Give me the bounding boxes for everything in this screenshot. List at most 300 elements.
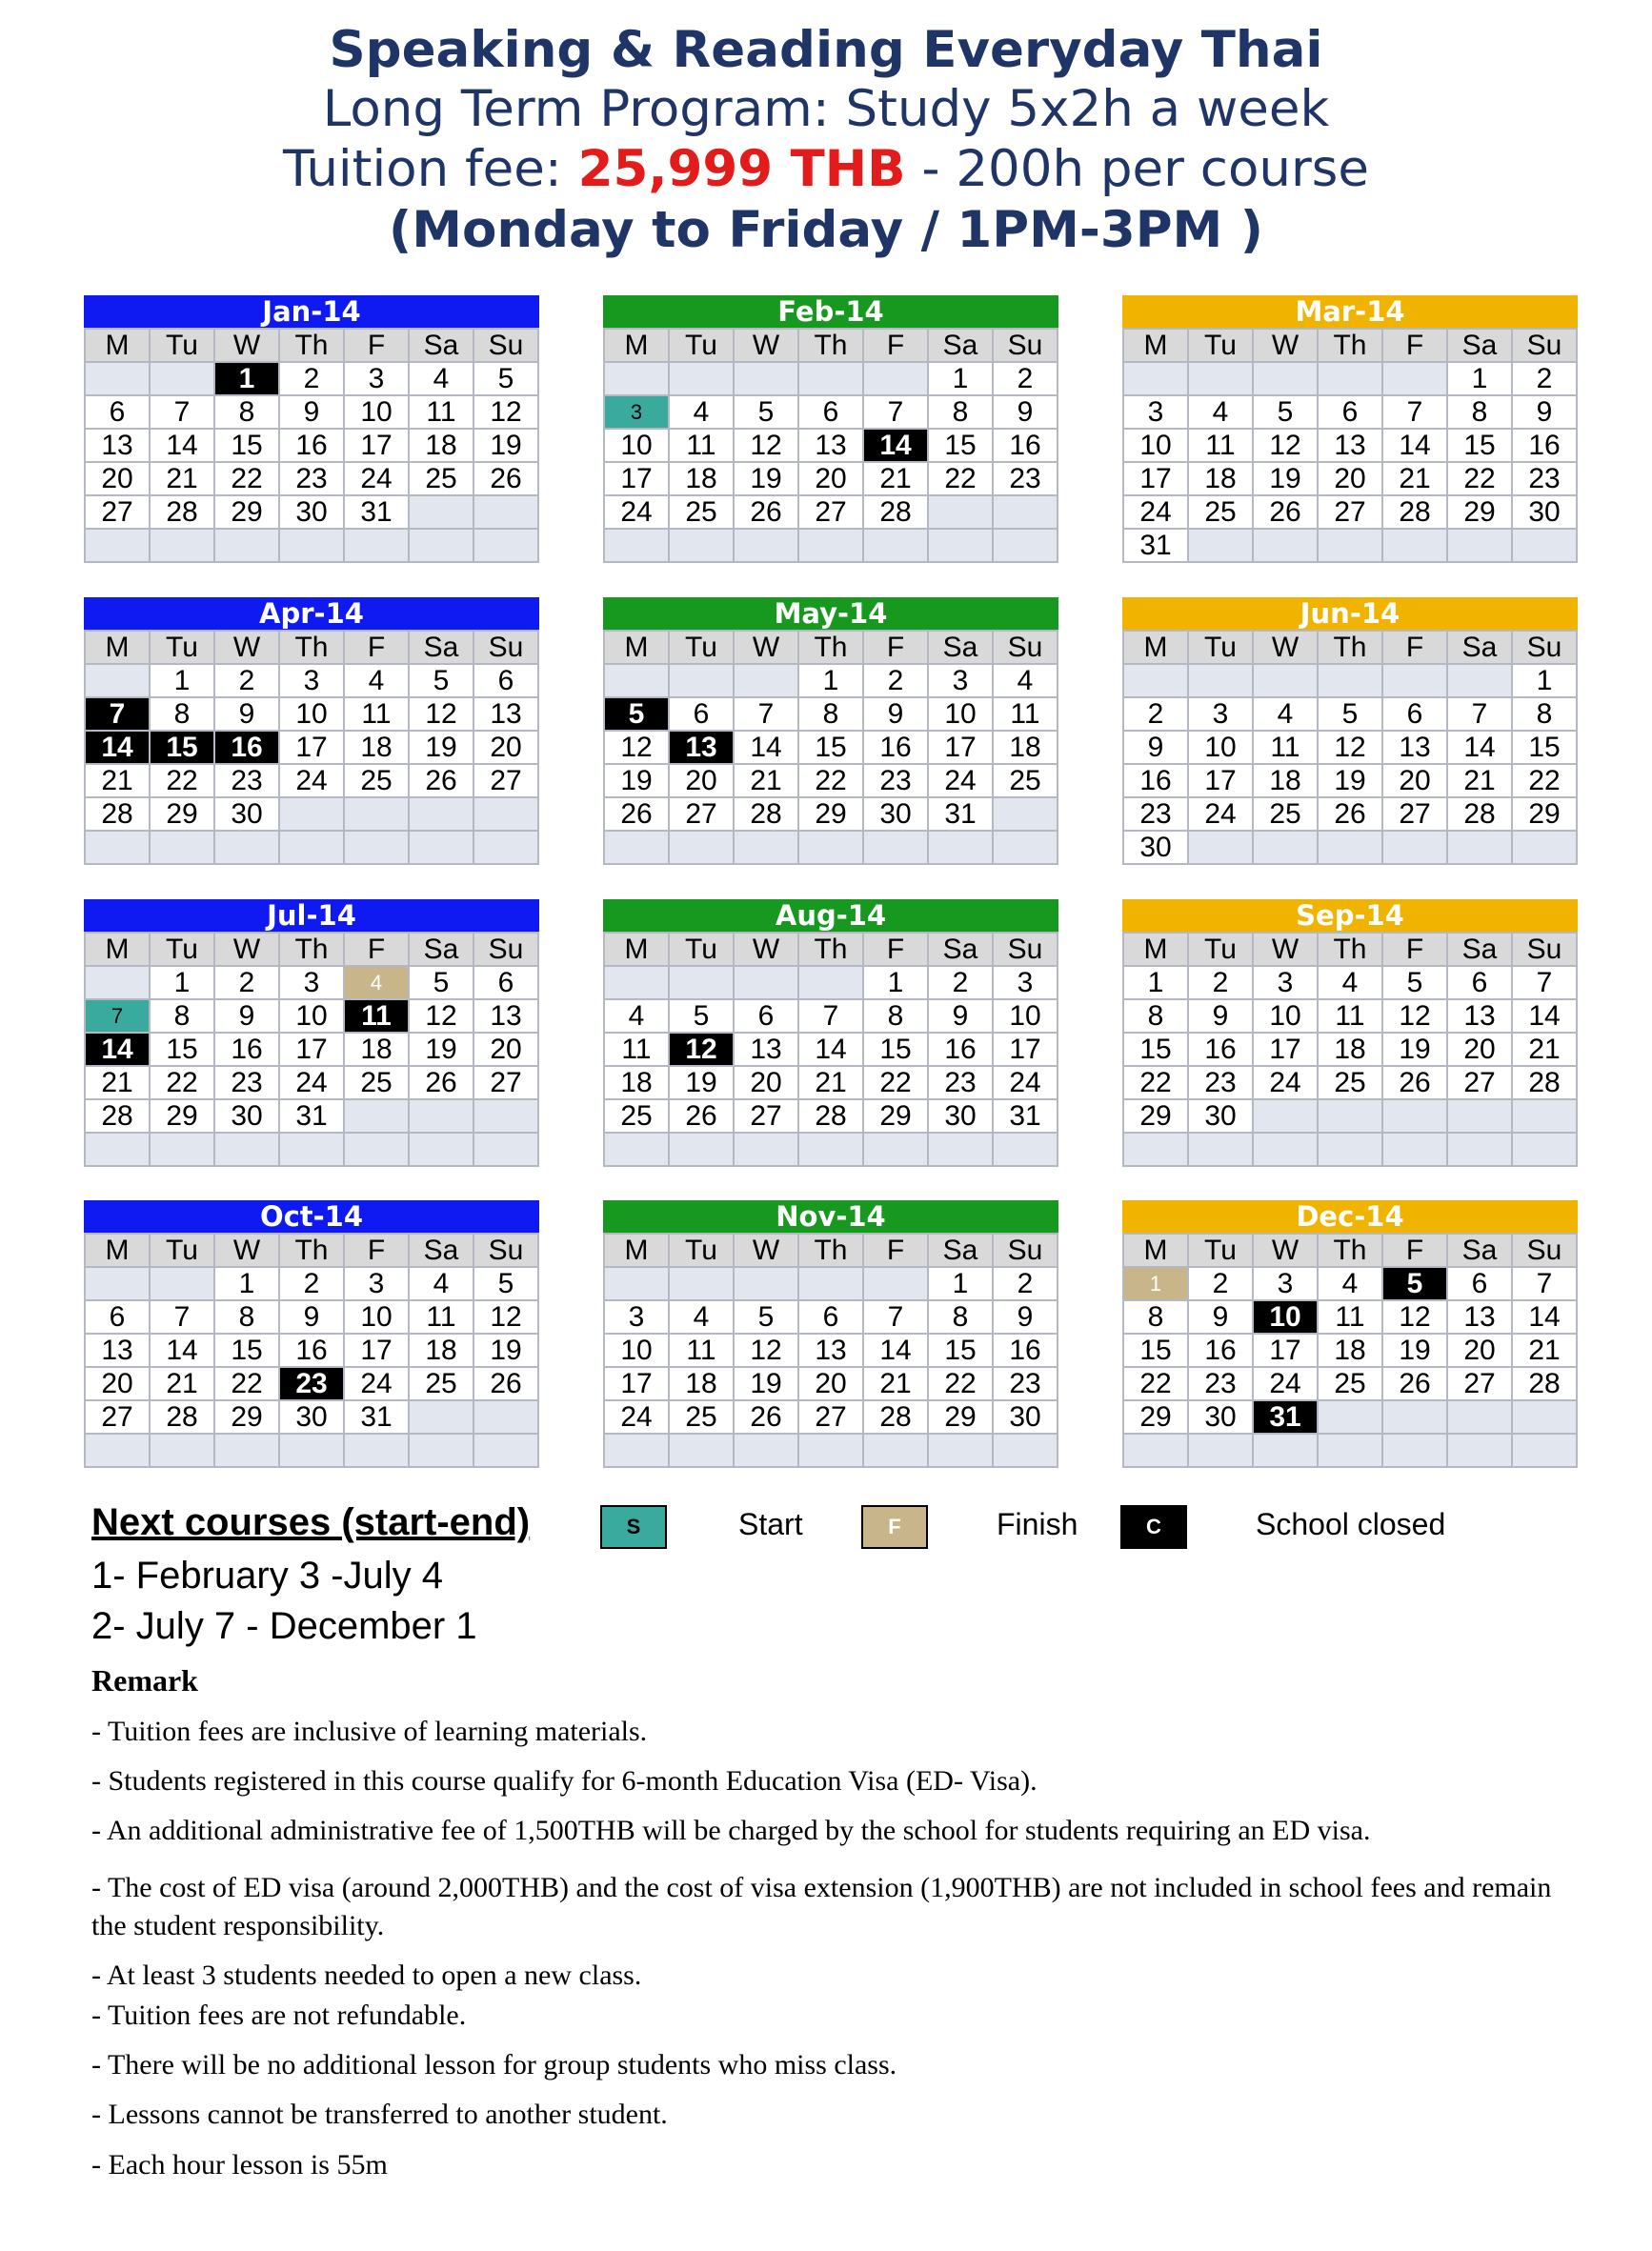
- day-cell: 12: [1383, 1301, 1448, 1335]
- day-cell: 18: [994, 732, 1058, 765]
- legend-finish-swatch: F: [861, 1505, 928, 1549]
- day-cell: 25: [1319, 1368, 1383, 1401]
- day-cell: 21: [1448, 765, 1513, 798]
- day-cell: 17: [1124, 463, 1189, 496]
- empty-cell: [151, 1134, 215, 1167]
- day-cell: 28: [864, 1401, 929, 1435]
- day-of-week-header: Su: [994, 330, 1058, 363]
- day-cell: 23: [994, 463, 1058, 496]
- day-of-week-header: W: [215, 632, 280, 665]
- empty-cell: [670, 363, 735, 396]
- day-cell: 10: [1124, 430, 1189, 463]
- day-cell: 14: [1383, 430, 1448, 463]
- day-cell: 30: [864, 798, 929, 832]
- day-cell: 26: [1383, 1067, 1448, 1100]
- day-cell: 14: [864, 430, 929, 463]
- day-cell: 22: [799, 765, 864, 798]
- day-cell: 28: [1513, 1067, 1578, 1100]
- month-calendar: [84, 1200, 539, 1468]
- empty-cell: [86, 1435, 151, 1468]
- day-cell: 9: [1189, 1000, 1254, 1034]
- day-cell: 20: [86, 1368, 151, 1401]
- empty-cell: [735, 1435, 799, 1468]
- empty-cell: [1319, 530, 1383, 563]
- day-cell: 23: [1189, 1067, 1254, 1100]
- day-cell: 25: [1319, 1067, 1383, 1100]
- day-of-week-header: Sa: [1448, 330, 1513, 363]
- day-cell: 31: [280, 1100, 345, 1134]
- day-cell: 7: [86, 1000, 151, 1034]
- day-of-week-header: F: [345, 934, 410, 967]
- day-cell: 4: [1319, 967, 1383, 1000]
- day-cell: 10: [605, 1335, 670, 1368]
- month-calendar: [603, 597, 1058, 865]
- day-cell: 20: [86, 463, 151, 496]
- empty-cell: [735, 1268, 799, 1301]
- day-cell: 4: [670, 396, 735, 430]
- day-cell: 1: [929, 363, 994, 396]
- month-calendar: [603, 295, 1058, 563]
- day-cell: 22: [151, 765, 215, 798]
- day-cell: 13: [474, 1000, 539, 1034]
- month-title: Apr-14: [84, 597, 539, 630]
- day-cell: 16: [280, 430, 345, 463]
- day-cell: 13: [670, 732, 735, 765]
- month-title: Aug-14: [603, 899, 1058, 932]
- day-cell: 2: [864, 665, 929, 698]
- day-of-week-header: W: [735, 1235, 799, 1268]
- day-cell: 24: [345, 463, 410, 496]
- day-cell: 2: [1513, 363, 1578, 396]
- remark-item: - Each hour lesson is 55m: [91, 2149, 388, 2181]
- day-cell: 21: [151, 1368, 215, 1401]
- empty-cell: [86, 832, 151, 865]
- day-cell: 25: [410, 463, 474, 496]
- empty-cell: [1124, 1134, 1189, 1167]
- month-title: Dec-14: [1122, 1200, 1578, 1233]
- day-of-week-header: Th: [799, 330, 864, 363]
- day-cell: 5: [1254, 396, 1319, 430]
- day-cell: 14: [1513, 1000, 1578, 1034]
- empty-cell: [1124, 1435, 1189, 1468]
- day-cell: 5: [735, 396, 799, 430]
- day-cell: 3: [929, 665, 994, 698]
- day-cell: 7: [1513, 1268, 1578, 1301]
- day-cell: 21: [86, 1067, 151, 1100]
- day-cell: 22: [929, 463, 994, 496]
- empty-cell: [1513, 1435, 1578, 1468]
- day-cell: 13: [1319, 430, 1383, 463]
- month-title: Oct-14: [84, 1200, 539, 1233]
- day-cell: 27: [86, 1401, 151, 1435]
- day-cell: 23: [215, 765, 280, 798]
- day-cell: 1: [1448, 363, 1513, 396]
- day-of-week-header: M: [605, 934, 670, 967]
- day-cell: 2: [1189, 967, 1254, 1000]
- day-cell: 12: [474, 396, 539, 430]
- day-of-week-header: F: [864, 330, 929, 363]
- day-cell: 3: [345, 363, 410, 396]
- day-of-week-header: Sa: [410, 934, 474, 967]
- empty-cell: [345, 1435, 410, 1468]
- day-cell: 21: [151, 463, 215, 496]
- day-cell: 15: [151, 1034, 215, 1067]
- empty-cell: [605, 1268, 670, 1301]
- month-calendar: [603, 899, 1058, 1167]
- empty-cell: [605, 665, 670, 698]
- day-of-week-header: Sa: [929, 632, 994, 665]
- day-cell: 2: [280, 1268, 345, 1301]
- empty-cell: [929, 496, 994, 530]
- empty-cell: [474, 530, 539, 563]
- empty-cell: [670, 665, 735, 698]
- day-of-week-header: Tu: [670, 1235, 735, 1268]
- day-of-week-header: Th: [280, 330, 345, 363]
- day-cell: 28: [151, 1401, 215, 1435]
- day-of-week-header: Th: [799, 934, 864, 967]
- day-cell: 27: [735, 1100, 799, 1134]
- day-cell: 1: [799, 665, 864, 698]
- month-title: Mar-14: [1122, 295, 1578, 328]
- day-of-week-header: Tu: [1189, 1235, 1254, 1268]
- day-cell: 6: [1319, 396, 1383, 430]
- day-cell: 4: [410, 1268, 474, 1301]
- day-of-week-header: W: [1254, 330, 1319, 363]
- empty-cell: [605, 967, 670, 1000]
- day-cell: 19: [1383, 1034, 1448, 1067]
- day-cell: 11: [670, 1335, 735, 1368]
- empty-cell: [605, 363, 670, 396]
- day-of-week-header: Tu: [151, 1235, 215, 1268]
- empty-cell: [735, 1134, 799, 1167]
- day-cell: 20: [474, 1034, 539, 1067]
- tuition-prefix: Tuition fee:: [283, 140, 578, 198]
- month-title: Feb-14: [603, 295, 1058, 328]
- day-cell: 13: [1448, 1301, 1513, 1335]
- day-cell: 9: [864, 698, 929, 732]
- tuition-line: [0, 139, 1652, 200]
- day-cell: 26: [410, 765, 474, 798]
- day-of-week-header: Su: [1513, 1235, 1578, 1268]
- day-cell: 8: [929, 1301, 994, 1335]
- month-grid: [603, 630, 1058, 865]
- remark-item: - The cost of ED visa (around 2,000THB) and the cost of visa extension (1,900THB) are not included in school fees and remain the student responsibility.: [91, 1872, 1552, 1941]
- day-cell: 30: [280, 1401, 345, 1435]
- day-cell: 9: [215, 1000, 280, 1034]
- day-of-week-header: Sa: [410, 330, 474, 363]
- day-cell: 25: [994, 765, 1058, 798]
- day-cell: 22: [1124, 1368, 1189, 1401]
- day-of-week-header: M: [86, 330, 151, 363]
- empty-cell: [151, 1268, 215, 1301]
- day-cell: 16: [1189, 1335, 1254, 1368]
- day-cell: 9: [215, 698, 280, 732]
- empty-cell: [474, 1100, 539, 1134]
- day-cell: 24: [1254, 1067, 1319, 1100]
- day-cell: 12: [474, 1301, 539, 1335]
- empty-cell: [280, 530, 345, 563]
- day-cell: 8: [1448, 396, 1513, 430]
- empty-cell: [474, 832, 539, 865]
- empty-cell: [1513, 1100, 1578, 1134]
- schedule-line: (Monday to Friday / 1PM-3PM ): [389, 201, 1263, 259]
- empty-cell: [151, 363, 215, 396]
- empty-cell: [1513, 530, 1578, 563]
- tuition-suffix: - 200h per course: [905, 140, 1369, 198]
- day-cell: 13: [735, 1034, 799, 1067]
- empty-cell: [1254, 530, 1319, 563]
- day-cell: 11: [994, 698, 1058, 732]
- day-of-week-header: F: [1383, 632, 1448, 665]
- day-cell: 23: [1189, 1368, 1254, 1401]
- empty-cell: [151, 530, 215, 563]
- empty-cell: [215, 832, 280, 865]
- day-cell: 22: [1448, 463, 1513, 496]
- day-cell: 2: [280, 363, 345, 396]
- day-cell: 26: [605, 798, 670, 832]
- day-cell: 30: [929, 1100, 994, 1134]
- day-cell: 30: [215, 1100, 280, 1134]
- day-cell: 26: [1254, 496, 1319, 530]
- day-of-week-header: Tu: [670, 934, 735, 967]
- empty-cell: [1189, 363, 1254, 396]
- day-cell: 23: [280, 463, 345, 496]
- day-cell: 2: [215, 967, 280, 1000]
- empty-cell: [994, 496, 1058, 530]
- day-cell: 18: [605, 1067, 670, 1100]
- day-cell: 11: [1319, 1301, 1383, 1335]
- day-cell: 27: [1319, 496, 1383, 530]
- day-cell: 19: [474, 1335, 539, 1368]
- day-cell: 17: [345, 1335, 410, 1368]
- day-cell: 5: [1383, 967, 1448, 1000]
- day-cell: 4: [345, 967, 410, 1000]
- day-cell: 29: [1448, 496, 1513, 530]
- remark-title: Remark: [91, 1663, 198, 1698]
- empty-cell: [1319, 665, 1383, 698]
- day-cell: 16: [1189, 1034, 1254, 1067]
- empty-cell: [1319, 363, 1383, 396]
- empty-cell: [799, 1268, 864, 1301]
- empty-cell: [1254, 832, 1319, 865]
- day-cell: 15: [864, 1034, 929, 1067]
- empty-cell: [994, 798, 1058, 832]
- empty-cell: [151, 832, 215, 865]
- empty-cell: [1448, 1100, 1513, 1134]
- day-cell: 13: [86, 430, 151, 463]
- day-cell: 3: [1254, 967, 1319, 1000]
- day-cell: 21: [1513, 1335, 1578, 1368]
- day-cell: 15: [929, 1335, 994, 1368]
- day-of-week-header: Tu: [670, 330, 735, 363]
- empty-cell: [410, 530, 474, 563]
- remark-item: - At least 3 students needed to open a new class.: [91, 1960, 642, 1991]
- day-of-week-header: F: [864, 934, 929, 967]
- day-cell: 15: [799, 732, 864, 765]
- empty-cell: [86, 363, 151, 396]
- day-cell: 12: [735, 430, 799, 463]
- empty-cell: [799, 363, 864, 396]
- day-of-week-header: F: [1383, 1235, 1448, 1268]
- empty-cell: [1124, 363, 1189, 396]
- empty-cell: [799, 1435, 864, 1468]
- day-of-week-header: Tu: [151, 632, 215, 665]
- day-cell: 27: [1383, 798, 1448, 832]
- day-cell: 24: [345, 1368, 410, 1401]
- empty-cell: [410, 1435, 474, 1468]
- day-of-week-header: Su: [994, 1235, 1058, 1268]
- day-cell: 11: [1254, 732, 1319, 765]
- day-of-week-header: Su: [1513, 632, 1578, 665]
- day-cell: 7: [151, 396, 215, 430]
- day-of-week-header: Sa: [410, 1235, 474, 1268]
- day-cell: 10: [1254, 1301, 1319, 1335]
- day-cell: 6: [799, 396, 864, 430]
- day-cell: 24: [1254, 1368, 1319, 1401]
- day-of-week-header: W: [215, 934, 280, 967]
- day-of-week-header: W: [215, 330, 280, 363]
- day-cell: 24: [605, 1401, 670, 1435]
- empty-cell: [605, 832, 670, 865]
- day-cell: 4: [345, 665, 410, 698]
- next-courses-title: Next courses (start-end): [91, 1501, 531, 1543]
- day-of-week-header: Th: [1319, 934, 1383, 967]
- month-grid: [603, 328, 1058, 563]
- day-cell: 30: [1513, 496, 1578, 530]
- day-cell: 23: [1124, 798, 1189, 832]
- day-cell: 23: [1513, 463, 1578, 496]
- empty-cell: [994, 1435, 1058, 1468]
- day-cell: 17: [345, 430, 410, 463]
- day-cell: 12: [1383, 1000, 1448, 1034]
- day-cell: 5: [1383, 1268, 1448, 1301]
- month-grid: [1122, 932, 1578, 1167]
- day-cell: 3: [1189, 698, 1254, 732]
- day-cell: 20: [1448, 1034, 1513, 1067]
- day-cell: 11: [670, 430, 735, 463]
- empty-cell: [929, 530, 994, 563]
- day-cell: 2: [994, 363, 1058, 396]
- remark-item: - An additional administrative fee of 1,500THB will be charged by the school for students requiring an ED visa.: [91, 1815, 1371, 1846]
- day-cell: 15: [929, 430, 994, 463]
- month-title: Jan-14: [84, 295, 539, 328]
- day-cell: 22: [929, 1368, 994, 1401]
- day-cell: 27: [474, 1067, 539, 1100]
- day-of-week-header: W: [735, 330, 799, 363]
- day-cell: 28: [1383, 496, 1448, 530]
- day-cell: 16: [929, 1034, 994, 1067]
- day-cell: 18: [670, 463, 735, 496]
- day-cell: 3: [605, 396, 670, 430]
- day-of-week-header: Th: [1319, 632, 1383, 665]
- empty-cell: [1513, 1134, 1578, 1167]
- day-cell: 17: [280, 732, 345, 765]
- day-cell: 16: [1513, 430, 1578, 463]
- day-cell: 25: [1189, 496, 1254, 530]
- day-cell: 1: [151, 665, 215, 698]
- day-of-week-header: M: [605, 330, 670, 363]
- day-cell: 5: [410, 665, 474, 698]
- day-cell: 26: [474, 463, 539, 496]
- day-of-week-header: Tu: [670, 632, 735, 665]
- day-cell: 23: [215, 1067, 280, 1100]
- day-cell: 31: [345, 1401, 410, 1435]
- day-of-week-header: W: [215, 1235, 280, 1268]
- day-cell: 7: [86, 698, 151, 732]
- day-cell: 17: [1254, 1034, 1319, 1067]
- empty-cell: [410, 496, 474, 530]
- empty-cell: [994, 530, 1058, 563]
- day-cell: 24: [1189, 798, 1254, 832]
- day-cell: 29: [864, 1100, 929, 1134]
- day-cell: 3: [345, 1268, 410, 1301]
- day-of-week-header: Th: [1319, 1235, 1383, 1268]
- legend-start-swatch: S: [600, 1505, 667, 1549]
- course-1: 1- February 3 -July 4: [91, 1555, 444, 1597]
- day-cell: 4: [1189, 396, 1254, 430]
- day-of-week-header: Su: [474, 632, 539, 665]
- empty-cell: [1319, 1134, 1383, 1167]
- day-of-week-header: M: [1124, 330, 1189, 363]
- day-cell: 8: [215, 1301, 280, 1335]
- day-cell: 10: [1189, 732, 1254, 765]
- empty-cell: [215, 1134, 280, 1167]
- day-cell: 28: [864, 496, 929, 530]
- day-of-week-header: W: [735, 632, 799, 665]
- empty-cell: [1254, 665, 1319, 698]
- empty-cell: [670, 1134, 735, 1167]
- day-of-week-header: Th: [799, 632, 864, 665]
- day-cell: 6: [474, 665, 539, 698]
- remark-item: - Tuition fees are inclusive of learning materials.: [91, 1716, 648, 1747]
- day-cell: 8: [1124, 1000, 1189, 1034]
- day-cell: 25: [410, 1368, 474, 1401]
- month-calendar: [84, 597, 539, 865]
- legend-start-label: Start: [738, 1507, 803, 1541]
- day-cell: 23: [280, 1368, 345, 1401]
- day-of-week-header: M: [1124, 1235, 1189, 1268]
- empty-cell: [1383, 832, 1448, 865]
- day-cell: 6: [86, 1301, 151, 1335]
- day-cell: 6: [474, 967, 539, 1000]
- month-calendar: [84, 295, 539, 563]
- day-cell: 20: [1448, 1335, 1513, 1368]
- day-cell: 19: [1319, 765, 1383, 798]
- day-cell: 10: [1254, 1000, 1319, 1034]
- empty-cell: [1383, 665, 1448, 698]
- day-cell: 20: [735, 1067, 799, 1100]
- day-cell: 6: [735, 1000, 799, 1034]
- month-calendar: [1122, 295, 1578, 563]
- day-cell: 26: [1319, 798, 1383, 832]
- empty-cell: [1189, 530, 1254, 563]
- empty-cell: [1448, 1134, 1513, 1167]
- day-cell: 6: [1383, 698, 1448, 732]
- day-cell: 9: [280, 396, 345, 430]
- day-of-week-header: F: [864, 632, 929, 665]
- day-cell: 16: [215, 1034, 280, 1067]
- day-cell: 8: [799, 698, 864, 732]
- empty-cell: [799, 1134, 864, 1167]
- day-cell: 19: [605, 765, 670, 798]
- empty-cell: [280, 1435, 345, 1468]
- empty-cell: [1319, 1100, 1383, 1134]
- day-cell: 1: [215, 1268, 280, 1301]
- day-cell: 11: [1189, 430, 1254, 463]
- day-of-week-header: W: [1254, 632, 1319, 665]
- day-of-week-header: Tu: [151, 330, 215, 363]
- day-cell: 21: [1513, 1034, 1578, 1067]
